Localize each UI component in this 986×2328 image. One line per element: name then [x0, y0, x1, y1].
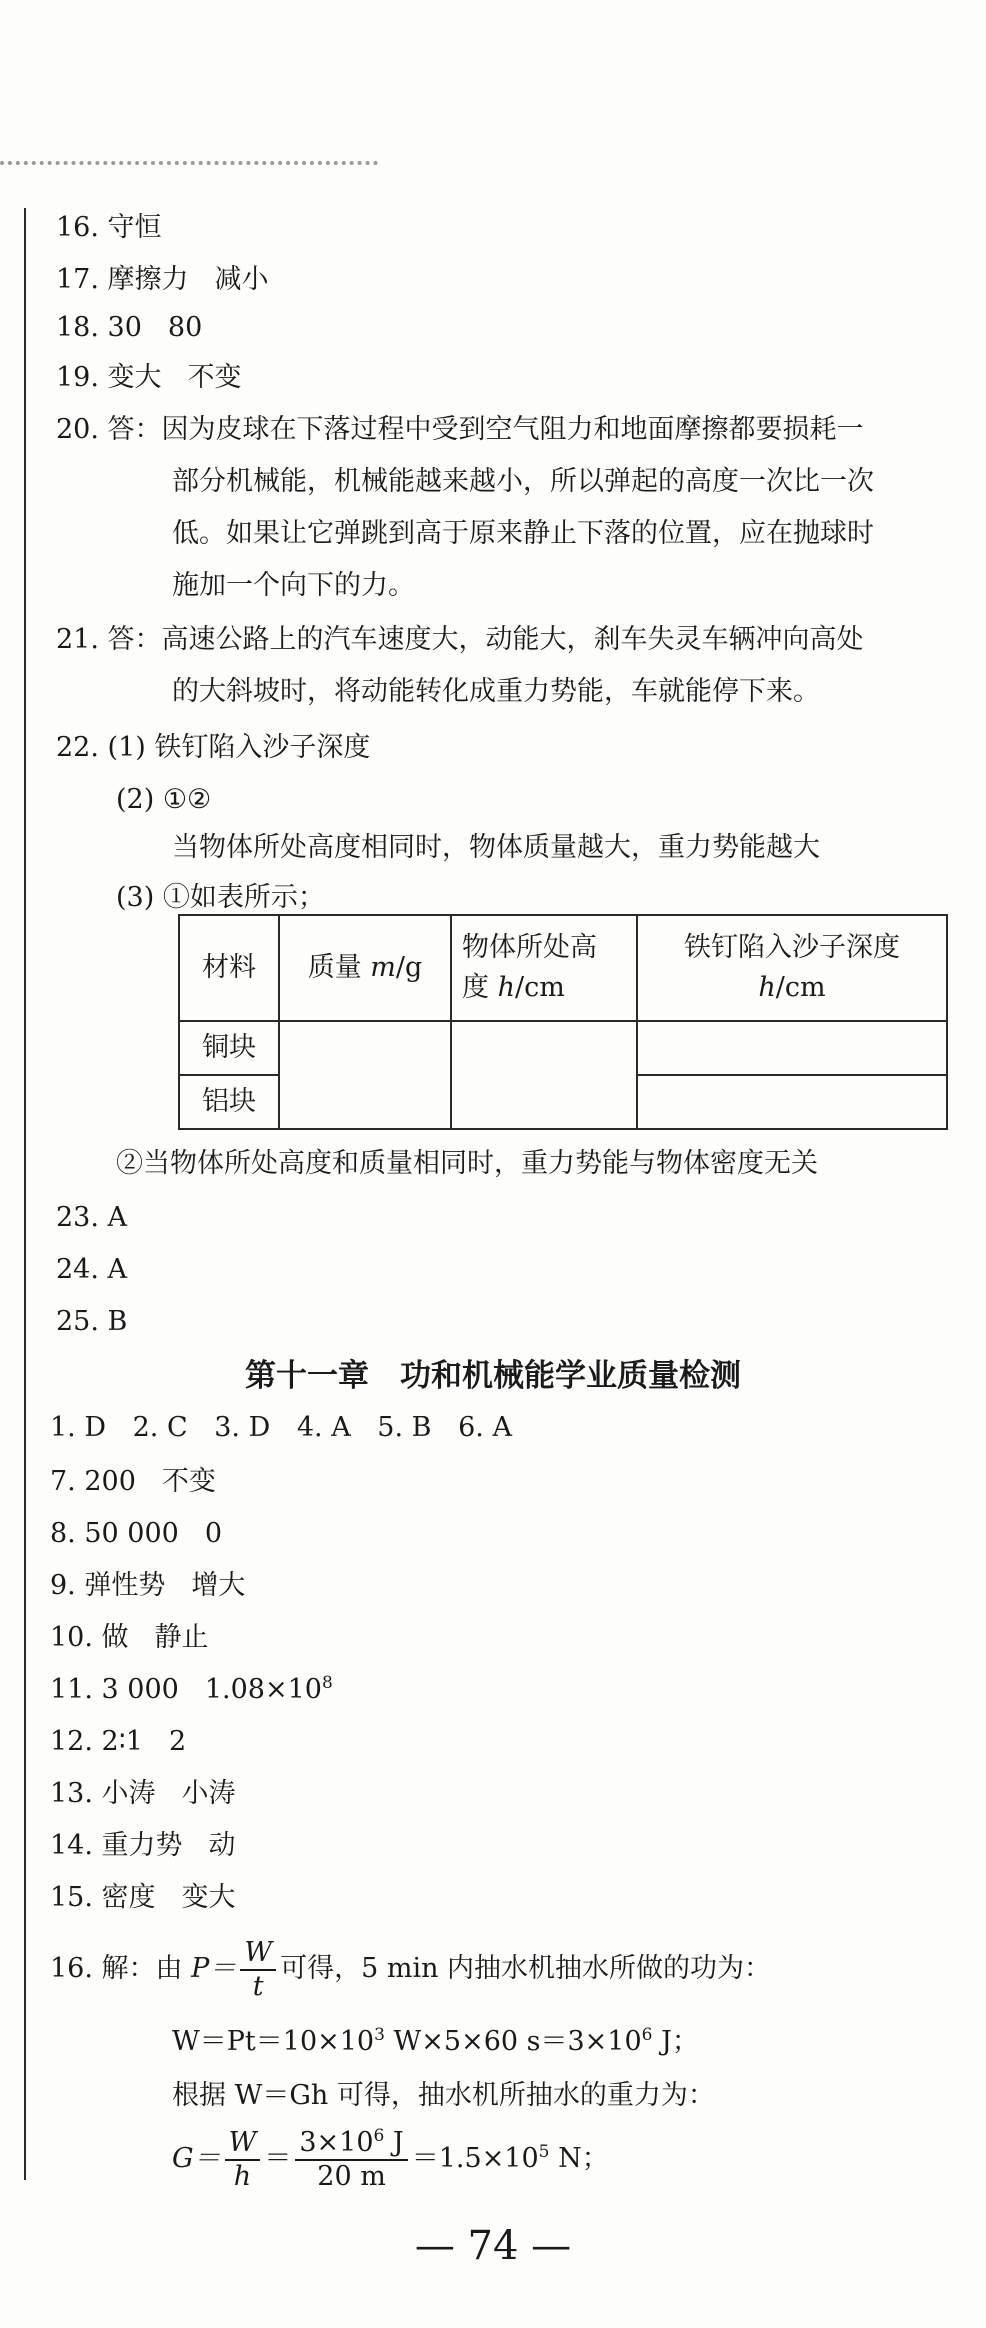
fraction-numeric: $\frac{3\times 10^6 J}{20 m}$ [295, 2127, 407, 2193]
answer-21-line-2: 的大斜坡时，将动能转化成重力势能，车就能停下来。 [172, 676, 820, 707]
answer-17: 17. 摩擦力 减小 [56, 264, 269, 295]
chapter-answer-10: 10. 做 静止 [50, 1622, 209, 1653]
chapter-answer-7: 7. 200 不变 [50, 1466, 216, 1497]
mcq-item: 5. B [377, 1412, 432, 1443]
top-dotted-rule [0, 161, 378, 165]
table-cell-empty [451, 1021, 637, 1129]
chapter-answer-11: 11. 3 000 $1.08\times 10^8$ [50, 1673, 333, 1705]
table-header-mass: 质量 m/g [279, 915, 451, 1021]
chapter-answer-9: 9. 弹性势 增大 [50, 1570, 246, 1601]
mcq-answers [50, 1410, 530, 1446]
chapter-answer-16-line-1: 16. 解：由 P＝ $\frac{W}{t}$ 可得，5 min 内抽水机抽水所做的功为： [50, 1936, 772, 2002]
answer-22-conclusion: ②当物体所处高度和质量相同时，重力势能与物体密度无关 [116, 1148, 818, 1179]
chapter-answer-14: 14. 重力势 动 [50, 1830, 236, 1861]
table-header-depth: 铁钉陷入沙子深度 h/cm [637, 915, 947, 1021]
answer-20-line-2: 部分机械能，机械能越来越小，所以弹起的高度一次比一次 [172, 466, 874, 497]
left-margin-rule [24, 208, 26, 2180]
answer-19: 19. 变大 不变 [56, 362, 242, 393]
mcq-item: 4. A [296, 1412, 351, 1443]
chapter-answer-15: 15. 密度 变大 [50, 1882, 236, 1913]
chapter-answer-13: 13. 小涛 小涛 [50, 1778, 236, 1809]
table-row-copper: 铜块 [179, 1021, 279, 1075]
answer-22-part-3: (3) ①如表所示； [116, 882, 325, 913]
chapter-title: 第十一章 功和机械能学业质量检测 [245, 1358, 741, 1394]
answer-22-part-2: (2) ①② [116, 784, 212, 815]
fraction-w-over-t: $\frac{W}{t}$ [240, 1937, 276, 2003]
chapter-answer-12: 12. 2∶1 2 [50, 1726, 187, 1757]
data-table [178, 914, 948, 1130]
answer-20-line-3: 低。如果让它弹跳到高于原来静止下落的位置，应在抛球时 [172, 518, 874, 549]
fraction-w-over-h: $\frac{W}{h}$ [225, 2127, 261, 2193]
table-header-height: 物体所处高 度 h/cm [451, 915, 637, 1021]
answer-24: 24. A [56, 1254, 128, 1285]
answer-20-line-1: 20. 答：因为皮球在下落过程中受到空气阻力和地面摩擦都要损耗一 [56, 414, 864, 445]
answer-16: 16. 守恒 [56, 212, 162, 243]
mcq-item: 1. D [50, 1412, 107, 1443]
mcq-item: 3. D [214, 1412, 271, 1443]
answer-21-line-1: 21. 答：高速公路上的汽车速度大，动能大，刹车失灵车辆冲向高处 [56, 624, 864, 655]
answer-18: 18. 30 80 [56, 312, 203, 343]
table-header-material: 材料 [179, 915, 279, 1021]
chapter-answer-16-line-4: G＝ $\frac{W}{h}$ ＝ $\frac{3\times 10^6 J}{20 m}$ $=1.5\times 10^5$ N； [172, 2125, 609, 2192]
answer-25: 25. B [56, 1306, 128, 1337]
chapter-answer-16-line-2: $W=Pt=10\times 10^3$ W×5×60 $s=3\times 10^6$ J； [172, 2025, 699, 2057]
table-cell-empty [279, 1021, 451, 1129]
mcq-item: 6. A [458, 1412, 512, 1443]
chapter-answer-16-line-3: 根据 W＝Gh 可得，抽水机所抽水的重力为： [172, 2080, 715, 2111]
table-cell-empty [637, 1075, 947, 1129]
answer-23: 23. A [56, 1202, 128, 1233]
answer-20-line-4: 施加一个向下的力。 [172, 570, 415, 601]
table-cell-empty [637, 1021, 947, 1075]
answer-22-part-2-line-2: 当物体所处高度相同时，物体质量越大，重力势能越大 [172, 832, 820, 863]
chapter-answer-8: 8. 50 000 0 [50, 1518, 223, 1549]
mcq-item: 2. C [132, 1412, 188, 1443]
table-row-aluminum: 铝块 [179, 1075, 279, 1129]
answer-22-part-1: 22. (1) 铁钉陷入沙子深度 [56, 732, 371, 763]
page-number: — 74 — [414, 2223, 572, 2269]
